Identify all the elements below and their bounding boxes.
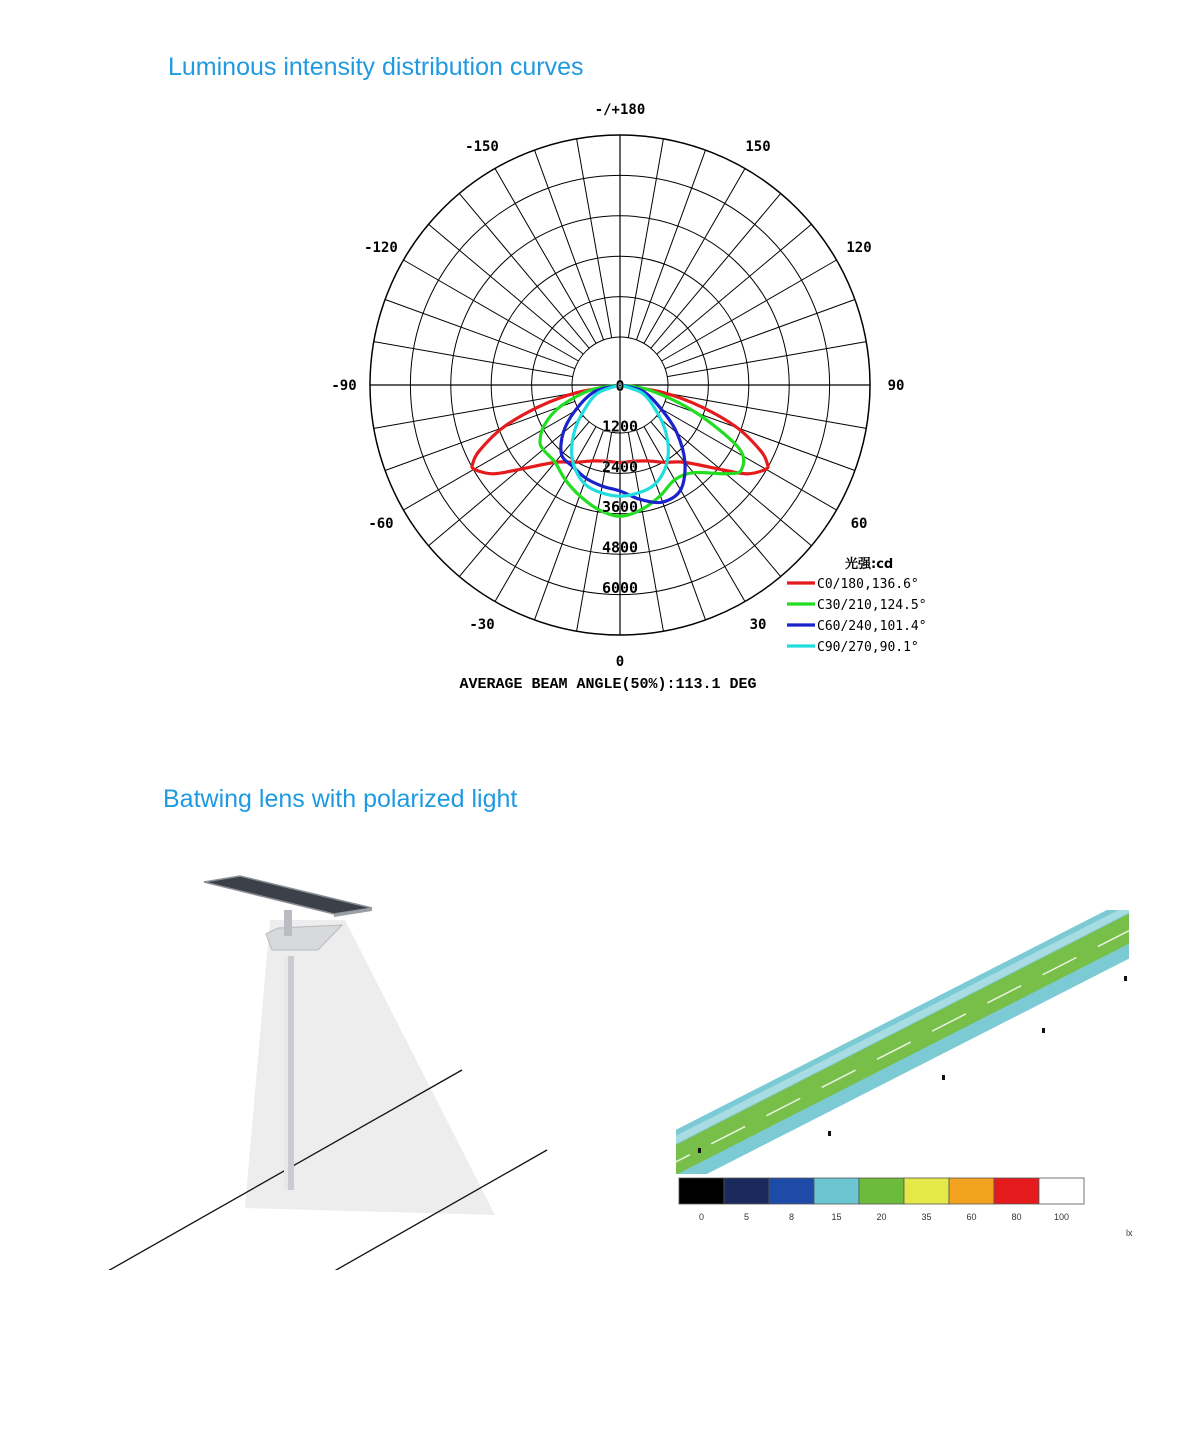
pole-marker xyxy=(1124,976,1127,981)
angle-label: 30 xyxy=(749,617,767,634)
radial-label: 6000 xyxy=(601,579,639,597)
colorbar-cell xyxy=(679,1178,724,1204)
angle-label: -30 xyxy=(469,617,495,634)
colorbar-cell xyxy=(724,1178,769,1204)
grid-spoke xyxy=(459,422,589,577)
grid-spoke xyxy=(428,416,583,546)
polar-intensity-chart xyxy=(320,100,980,700)
colorbar-cell xyxy=(994,1178,1039,1204)
angle-label: -150 xyxy=(465,138,499,155)
colorbar-cell xyxy=(904,1178,949,1204)
grid-spoke xyxy=(374,393,573,428)
grid-spoke xyxy=(374,342,573,377)
colorbar xyxy=(679,1178,1084,1204)
legend-entry: C30/210,124.5° xyxy=(817,598,927,613)
grid-spoke xyxy=(636,430,705,620)
angle-label: 120 xyxy=(846,240,872,256)
grid-spoke xyxy=(628,139,663,338)
angle-label: -/+180 xyxy=(594,102,646,118)
distribution-title: Luminous intensity distribution curves xyxy=(168,53,584,81)
legend-entry: C60/240,101.4° xyxy=(817,619,927,634)
pole-marker xyxy=(942,1075,945,1080)
grid-spoke xyxy=(636,150,705,340)
colorbar-ticks xyxy=(699,1212,1069,1222)
legend-title: 光强:cd xyxy=(845,557,894,572)
grid-spoke xyxy=(667,342,866,377)
colorbar-tick: 8 xyxy=(788,1212,795,1222)
colorbar-unit: lx xyxy=(1126,1228,1133,1238)
radial-label: 2400 xyxy=(601,457,639,476)
colorbar-tick: 60 xyxy=(966,1212,977,1222)
angle-label: -60 xyxy=(368,516,394,532)
grid-spoke xyxy=(665,299,855,368)
chart-caption: AVERAGE BEAM ANGLE(50%):113.1 DEG xyxy=(459,676,757,693)
colorbar-tick: 80 xyxy=(1011,1212,1022,1222)
pole-marker xyxy=(1042,1028,1045,1033)
radial-label: 1200 xyxy=(601,417,639,436)
angle-label: 60 xyxy=(850,516,868,532)
grid-spoke xyxy=(534,150,603,340)
legend-entry: C90/270,90.1° xyxy=(817,640,919,655)
grid-spoke xyxy=(385,299,575,368)
grid-spoke xyxy=(667,393,866,428)
colorbar-cell xyxy=(814,1178,859,1204)
radial-label: 4800 xyxy=(601,538,639,557)
colorbar-cell xyxy=(859,1178,904,1204)
lamp-bracket xyxy=(284,910,292,936)
road-illuminance xyxy=(676,910,1146,1200)
angle-label: 0 xyxy=(615,654,625,670)
grid-spoke xyxy=(385,401,575,470)
light-cone xyxy=(245,920,495,1215)
angle-label: -90 xyxy=(331,378,357,394)
colorbar-tick: 20 xyxy=(876,1212,887,1222)
isolux-road-map xyxy=(676,910,1146,1270)
colorbar-cell xyxy=(949,1178,994,1204)
pole-shade xyxy=(284,956,288,1190)
lens-title: Batwing lens with polarized light xyxy=(163,785,518,813)
angle-label: 90 xyxy=(887,378,905,394)
colorbar-cell xyxy=(1039,1178,1084,1204)
grid-spoke xyxy=(651,193,781,348)
angle-label: 150 xyxy=(745,138,771,155)
grid-spoke xyxy=(459,193,589,348)
legend xyxy=(787,556,927,655)
colorbar-tick: 100 xyxy=(1053,1212,1070,1222)
legend-entry: C0/180,136.6° xyxy=(817,577,919,592)
grid-spoke xyxy=(657,416,812,546)
solar-street-light-icon xyxy=(80,870,560,1270)
colorbar-tick: 35 xyxy=(921,1212,932,1222)
grid-spoke xyxy=(428,224,583,354)
angle-label: -120 xyxy=(364,240,398,256)
colorbar-cell xyxy=(769,1178,814,1204)
colorbar-tick: 5 xyxy=(743,1212,750,1222)
colorbar-tick: 0 xyxy=(698,1212,705,1222)
grid-spoke xyxy=(577,139,612,338)
pole-marker xyxy=(828,1131,831,1136)
grid-spoke xyxy=(657,224,812,354)
solar-panel xyxy=(204,876,372,914)
grid-spoke xyxy=(534,430,603,620)
radial-label: 3600 xyxy=(601,498,639,517)
radial-label: 0 xyxy=(615,377,625,395)
colorbar-tick: 15 xyxy=(831,1212,842,1222)
pole-marker xyxy=(698,1148,701,1153)
